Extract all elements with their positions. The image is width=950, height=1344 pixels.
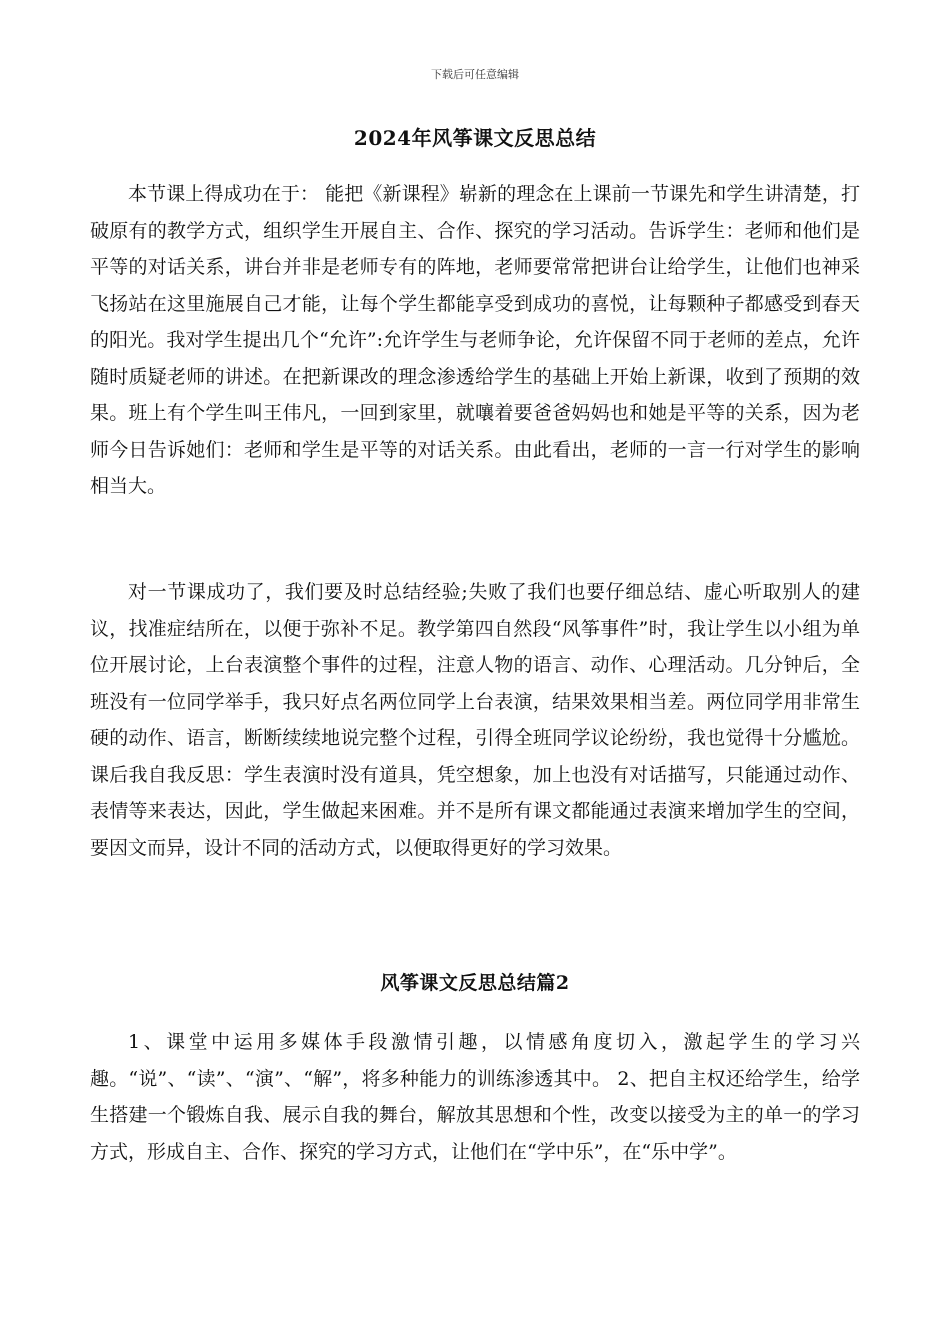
paragraph-1: 本节课上得成功在于： 能把《新课程》崭新的理念在上课前一节课先和学生讲清楚，打破原有的教学方式，组织学生开展自主、合作、探究的学习活动。告诉学生：老师和他们是平等的对话关系，讲台并非是老师专有的阵地，老师要常常把讲台让给学生，让他们也神采飞扬站在这里施展自己才能，让每个学生都能享受到成功的喜悦，让每颗种子都感受到春天的阳光。我对学生提出几个“允许”:允许学生与老师争论，允许保留不同于老师的差点，允许随时质疑老师的讲述。在把新课改的理念渗透给学生的基础上开始上新课，收到了预期的效果。班上有个学生叫王伟凡，一回到家里，就嚷着要爸爸妈妈也和她是平等的关系，因为老师今日告诉她们：老师和学生是平等的对话关系。由此看出，老师的一言一行对学生的影响相当大。 bbox=[90, 183, 860, 497]
paragraph-2: 对一节课成功了，我们要及时总结经验;失败了我们也要仔细总结、虚心听取别人的建议，找准症结所在，以便于弥补不足。教学第四自然段“风筝事件”时，我让学生以小组为单位开展讨论，上台表演整个事件的过程，注意人物的语言、动作、心理活动。几分钟后，全班没有一位同学举手，我只好点名两位同学上台表演，结果效果相当差。两位同学用非常生硬的动作、语言，断断续续地说完整个过程，引得全班同学议论纷纷，我也觉得十分尴尬。课后我自我反思：学生表演时没有道具，凭空想象，加上也没有对话描写，只能通过动作、表情等来表达，因此，学生做起来困难。并不是所有课文都能通过表演来增加学生的空间，要因文而异，设计不同的活动方式，以便取得更好的学习效果。 bbox=[90, 581, 860, 859]
section-2-paragraph: 1、课堂中运用多媒体手段激情引趣，以情感角度切入，激起学生的学习兴趣。“说”、“读”、“演”、“解”，将多种能力的训练渗透其中。 2、把自主权还给学生，给学生搭建一个锻炼自我、展示自我的舞台，解放其思想和个性，改变以接受为主的单一的学习方式，形成自主、合作、探究的学习方式，让他们在“学中乐”，在“乐中学”。 bbox=[90, 1031, 860, 1163]
header-note: 下载后可任意编辑 bbox=[431, 68, 519, 81]
section-2-title: 风筝课文反思总结篇2 bbox=[380, 972, 570, 994]
document-title: 2024年风筝课文反思总结 bbox=[353, 126, 597, 150]
